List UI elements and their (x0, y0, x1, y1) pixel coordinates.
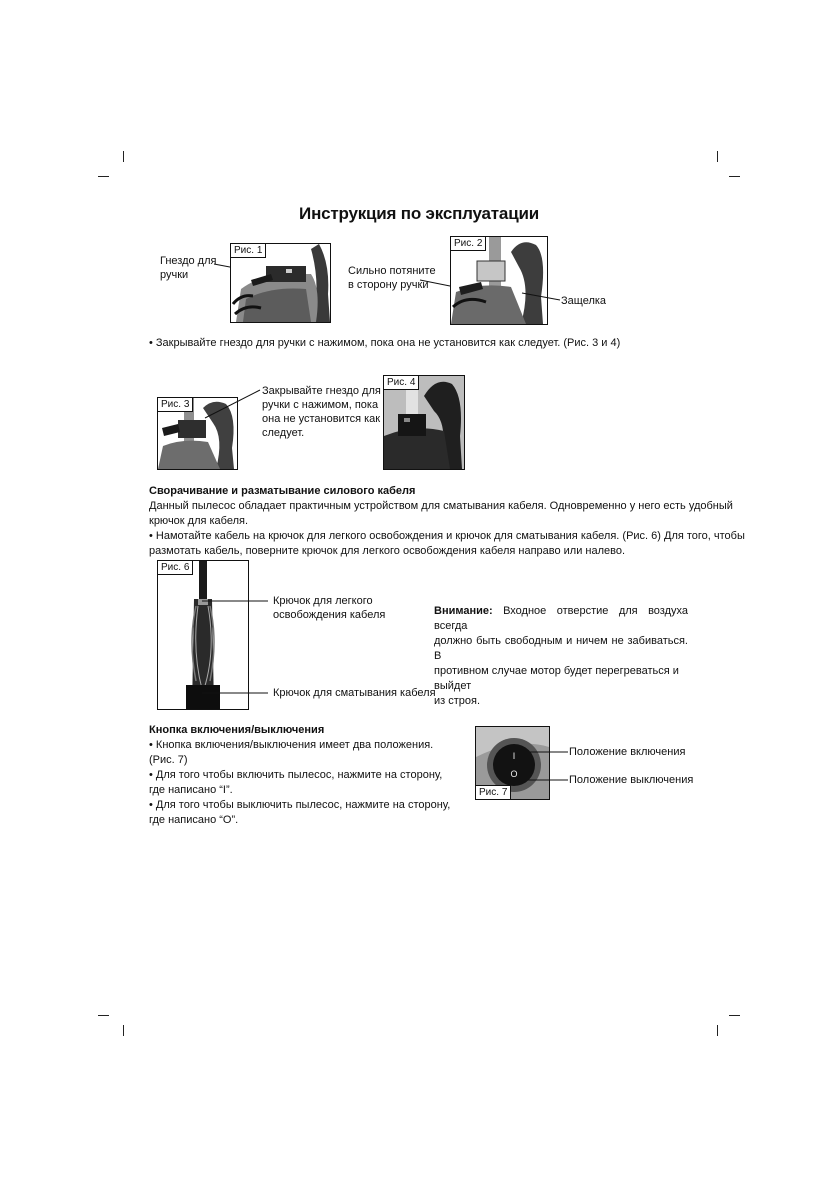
crop-mark (123, 151, 124, 162)
fig6-caption: Рис. 6 (158, 561, 193, 575)
fig7-leader-on (520, 747, 570, 757)
fig6-leader-top (200, 596, 270, 606)
fig1-label: Гнездо для ручки (160, 255, 217, 281)
switch-off-symbol: O (510, 769, 518, 779)
switch-text: • Кнопка включения/выключения имеет два положения. (Рис. 7) • Для того чтобы включить пылесос, нажмите на сторону, где написано “I”. • Для того чтобы выключить пылесос, нажмите на сторону, где написано “O”. (149, 739, 451, 826)
fig7-leader-off (520, 775, 570, 785)
fig1-caption: Рис. 1 (231, 244, 266, 258)
fig2-photo (450, 236, 548, 325)
switch-on-symbol: I (512, 751, 516, 761)
fig7-caption: Рис. 7 (476, 785, 511, 799)
crop-mark (98, 176, 109, 177)
crop-mark (729, 1015, 740, 1016)
fig2-label: Сильно потяните в сторону ручки (348, 265, 436, 291)
fig7-photo (475, 726, 550, 800)
cable-para1: Данный пылесос обладает практичным устройством для сматывания кабеля. Одновременно у него есть удобный крючок для кабеля. (149, 500, 733, 527)
close-instruction: • Закрывайте гнездо для ручки с нажимом, пока она не установится как следует. (Рис. 3 и 4) (149, 337, 621, 349)
crop-mark (729, 176, 740, 177)
fig6-hook-release-label: Крючок для легкого освобождения кабеля (273, 595, 386, 621)
fig3-caption: Рис. 3 (158, 398, 193, 412)
fig2-caption: Рис. 2 (451, 237, 486, 251)
warning-bold: Внимание: (434, 605, 493, 617)
crop-mark (98, 1015, 109, 1016)
cable-heading: Сворачивание и разматывание силового кабеля (149, 485, 416, 497)
crop-mark (123, 1025, 124, 1036)
fig2-latch-leader (520, 290, 565, 304)
warning-text: Внимание: Входное отверстие для воздуха всегда должно быть свободным и ничем не забиваться. В противном случае мотор будет перегреваться и выйдет из строя. (434, 605, 688, 707)
fig3-text: Закрывайте гнездо для ручки с нажимом, пока она не установится как следует. (262, 385, 381, 439)
fig7-off-label: Положение выключения (569, 774, 694, 786)
fig3-leader (200, 386, 265, 426)
crop-mark (717, 1025, 718, 1036)
fig4-photo (383, 375, 465, 470)
switch-heading: Кнопка включения/выключения (149, 724, 325, 736)
fig1-photo (230, 243, 331, 323)
fig6-leader-bottom (200, 688, 270, 698)
fig2-latch-label: Защелка (561, 295, 607, 307)
page-title: Инструкция по эксплуатации (299, 204, 539, 223)
crop-mark (717, 151, 718, 162)
fig7-on-label: Положение включения (569, 746, 686, 758)
cable-para2: • Намотайте кабель на крючок для легкого освобождения и крючок для сматывания кабеля. (Рис. 6) Для того, чтобы размотать кабель, поверните крючок для легкого освобождения кабеля направо или налево. (149, 530, 745, 557)
fig4-caption: Рис. 4 (384, 376, 419, 390)
fig6-hook-wind-label: Крючок для сматывания кабеля (273, 687, 436, 699)
